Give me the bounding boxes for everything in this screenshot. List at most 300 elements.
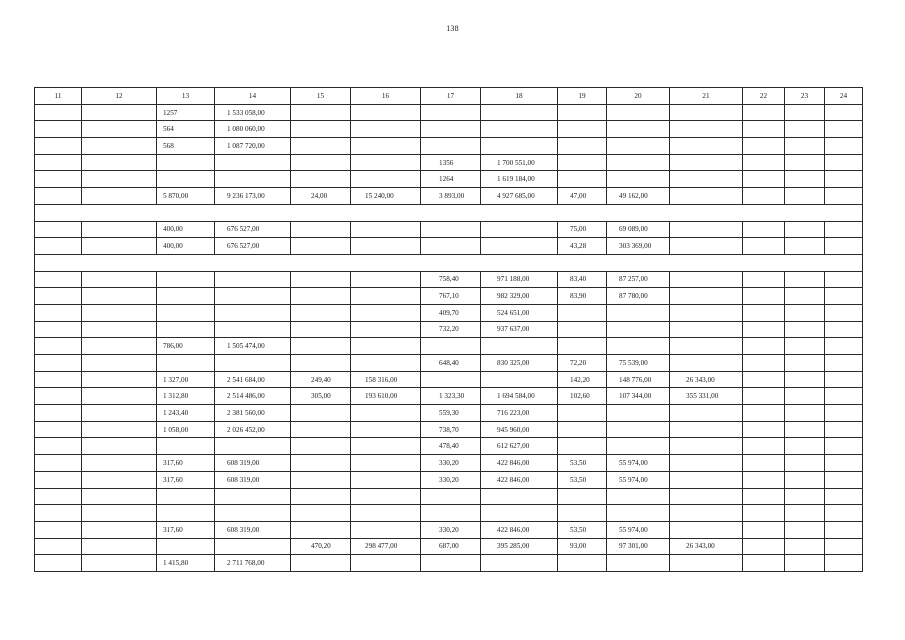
table-cell: 732,20 <box>421 321 481 338</box>
column-header: 24 <box>825 88 863 105</box>
table-cell <box>785 221 825 238</box>
table-cell <box>481 138 558 155</box>
table-cell: 330,20 <box>421 521 481 538</box>
table-cell <box>82 438 157 455</box>
table-cell <box>785 438 825 455</box>
table-row <box>35 538 863 555</box>
table-cell <box>215 304 291 321</box>
table-cell <box>215 321 291 338</box>
table-cell <box>351 438 421 455</box>
table-cell: 568 <box>157 138 215 155</box>
table-cell <box>825 138 863 155</box>
table-cell: 72,20 <box>558 355 607 372</box>
table-cell <box>785 104 825 121</box>
table-cell <box>35 538 82 555</box>
table-cell <box>215 288 291 305</box>
table-row <box>35 288 863 305</box>
table-cell <box>291 471 351 488</box>
table-cell <box>785 271 825 288</box>
table-row <box>35 371 863 388</box>
table-cell <box>743 138 785 155</box>
table-cell <box>558 138 607 155</box>
table-row <box>35 471 863 488</box>
table-cell <box>82 521 157 538</box>
table-row <box>35 421 863 438</box>
table-cell: 409,70 <box>421 304 481 321</box>
table-cell <box>670 421 743 438</box>
table-cell <box>421 121 481 138</box>
column-header: 12 <box>82 88 157 105</box>
table-cell: 53,50 <box>558 471 607 488</box>
table-cell <box>351 271 421 288</box>
table-row <box>35 488 863 505</box>
table-cell <box>82 555 157 572</box>
table-cell: 400,00 <box>157 238 215 255</box>
table-cell <box>670 438 743 455</box>
table-cell <box>82 338 157 355</box>
table-cell <box>215 438 291 455</box>
table-cell <box>215 154 291 171</box>
table-cell: 676 527,00 <box>215 238 291 255</box>
table-cell <box>291 321 351 338</box>
table-row <box>35 238 863 255</box>
table-cell <box>558 154 607 171</box>
table-cell <box>743 171 785 188</box>
table-cell <box>743 388 785 405</box>
table-cell <box>743 371 785 388</box>
table-cell: 9 236 173,00 <box>215 188 291 205</box>
table-cell: 75 539,00 <box>607 355 670 372</box>
table-cell <box>670 271 743 288</box>
table-cell <box>157 154 215 171</box>
table-cell: 608 319,00 <box>215 455 291 472</box>
table-cell <box>670 505 743 522</box>
table-cell <box>481 505 558 522</box>
table-cell <box>351 471 421 488</box>
table-cell <box>481 104 558 121</box>
table-cell <box>215 488 291 505</box>
table-cell <box>291 405 351 422</box>
table-cell: 83,40 <box>558 271 607 288</box>
table-cell <box>743 104 785 121</box>
table-cell <box>291 171 351 188</box>
table-cell <box>670 455 743 472</box>
table-cell: 395 285,00 <box>481 538 558 555</box>
table-cell: 24,00 <box>291 188 351 205</box>
table-cell <box>351 221 421 238</box>
table-cell <box>35 321 82 338</box>
table-cell <box>351 138 421 155</box>
column-header: 22 <box>743 88 785 105</box>
table-cell <box>291 355 351 372</box>
table-cell: 676 527,00 <box>215 221 291 238</box>
table-cell: 26 343,00 <box>670 538 743 555</box>
table-cell <box>215 505 291 522</box>
table-cell <box>421 138 481 155</box>
table-row <box>35 304 863 321</box>
table-cell: 330,20 <box>421 471 481 488</box>
table-cell <box>825 121 863 138</box>
table-cell <box>785 421 825 438</box>
table-cell: 69 089,00 <box>607 221 670 238</box>
table-cell <box>743 121 785 138</box>
table-cell <box>157 304 215 321</box>
table-cell <box>291 104 351 121</box>
table-cell <box>291 304 351 321</box>
table-cell: 43,28 <box>558 238 607 255</box>
table-cell <box>82 488 157 505</box>
section-gap-row <box>35 204 863 221</box>
ledger-table <box>34 87 863 572</box>
table-cell: 249,40 <box>291 371 351 388</box>
table-cell <box>421 238 481 255</box>
table-cell: 945 960,00 <box>481 421 558 438</box>
table-cell: 648,40 <box>421 355 481 372</box>
table-cell: 687,00 <box>421 538 481 555</box>
table-cell <box>35 154 82 171</box>
table-cell <box>421 338 481 355</box>
table-cell <box>607 104 670 121</box>
table-cell <box>351 121 421 138</box>
table-cell: 1 087 720,00 <box>215 138 291 155</box>
table-cell <box>351 171 421 188</box>
table-cell <box>82 355 157 372</box>
table-cell <box>743 321 785 338</box>
table-cell: 830 325,00 <box>481 355 558 372</box>
table-cell <box>607 488 670 505</box>
header-row <box>35 88 863 105</box>
table-cell: 422 846,00 <box>481 521 558 538</box>
table-cell: 982 329,00 <box>481 288 558 305</box>
table-cell <box>825 488 863 505</box>
table-cell <box>785 154 825 171</box>
table-cell <box>785 471 825 488</box>
table-cell: 2 541 684,00 <box>215 371 291 388</box>
table-cell: 1 505 474,00 <box>215 338 291 355</box>
table-cell <box>785 405 825 422</box>
table-cell <box>35 104 82 121</box>
table-cell <box>35 171 82 188</box>
table-cell <box>743 405 785 422</box>
table-cell <box>421 221 481 238</box>
table-row <box>35 121 863 138</box>
table-cell <box>825 355 863 372</box>
table-cell <box>291 488 351 505</box>
table-cell: 53,50 <box>558 521 607 538</box>
table-cell <box>825 288 863 305</box>
table-cell <box>825 104 863 121</box>
table-cell <box>481 555 558 572</box>
table-cell <box>291 138 351 155</box>
table-cell: 1264 <box>421 171 481 188</box>
table-cell <box>825 388 863 405</box>
table-cell <box>157 488 215 505</box>
table-cell <box>558 421 607 438</box>
table-cell <box>82 271 157 288</box>
table-cell <box>785 304 825 321</box>
table-cell: 148 776,00 <box>607 371 670 388</box>
table-cell: 47,00 <box>558 188 607 205</box>
column-header: 14 <box>215 88 291 105</box>
table-row <box>35 388 863 405</box>
table-cell <box>607 405 670 422</box>
table-row <box>35 555 863 572</box>
table-cell <box>743 505 785 522</box>
table-row <box>35 271 863 288</box>
table-cell <box>607 138 670 155</box>
table-cell <box>670 338 743 355</box>
table-cell <box>743 288 785 305</box>
table-cell: 971 188,00 <box>481 271 558 288</box>
table-cell: 87 257,00 <box>607 271 670 288</box>
column-header: 17 <box>421 88 481 105</box>
table-cell <box>215 171 291 188</box>
table-cell <box>607 121 670 138</box>
table-cell <box>351 355 421 372</box>
table-cell: 1 700 551,00 <box>481 154 558 171</box>
table-cell <box>82 238 157 255</box>
table-cell <box>35 338 82 355</box>
table-cell <box>785 355 825 372</box>
table-cell <box>35 288 82 305</box>
table-row <box>35 138 863 155</box>
table-cell <box>35 371 82 388</box>
table-cell <box>82 121 157 138</box>
table-cell: 330,20 <box>421 455 481 472</box>
table-cell: 158 316,00 <box>351 371 421 388</box>
table-cell: 107 344,00 <box>607 388 670 405</box>
table-cell: 422 846,00 <box>481 455 558 472</box>
table-cell <box>215 355 291 372</box>
table-cell <box>351 455 421 472</box>
table-cell <box>670 138 743 155</box>
table-cell: 422 846,00 <box>481 471 558 488</box>
table-cell <box>670 521 743 538</box>
table-cell <box>351 521 421 538</box>
table-cell <box>670 288 743 305</box>
table-cell: 4 927 685,00 <box>481 188 558 205</box>
table-cell <box>670 488 743 505</box>
table-cell <box>743 555 785 572</box>
table-cell <box>825 188 863 205</box>
column-header: 11 <box>35 88 82 105</box>
table-cell <box>607 171 670 188</box>
table-cell <box>670 555 743 572</box>
table-cell <box>743 188 785 205</box>
table-cell <box>825 321 863 338</box>
table-cell: 564 <box>157 121 215 138</box>
table-cell <box>291 121 351 138</box>
table-cell <box>558 555 607 572</box>
table-cell: 93,00 <box>558 538 607 555</box>
table-cell <box>825 221 863 238</box>
table-cell: 470,20 <box>291 538 351 555</box>
table-cell <box>743 421 785 438</box>
table-cell: 97 301,00 <box>607 538 670 555</box>
table-cell <box>82 405 157 422</box>
table-cell <box>82 304 157 321</box>
table-cell <box>825 338 863 355</box>
table-cell <box>351 304 421 321</box>
table-cell: 2 711 768,00 <box>215 555 291 572</box>
table-cell <box>35 438 82 455</box>
table-cell <box>558 121 607 138</box>
table-cell: 3 893,00 <box>421 188 481 205</box>
table-row <box>35 321 863 338</box>
table-row <box>35 171 863 188</box>
table-cell <box>785 488 825 505</box>
table-cell <box>558 321 607 338</box>
table-cell: 1 058,00 <box>157 421 215 438</box>
table-row <box>35 438 863 455</box>
table-cell <box>558 338 607 355</box>
table-cell <box>291 521 351 538</box>
table-cell <box>291 154 351 171</box>
table-cell <box>35 238 82 255</box>
column-header: 18 <box>481 88 558 105</box>
table-cell: 303 369,00 <box>607 238 670 255</box>
table-cell <box>351 555 421 572</box>
table-cell: 608 319,00 <box>215 521 291 538</box>
table-cell: 55 974,00 <box>607 521 670 538</box>
table-cell <box>35 271 82 288</box>
table-cell <box>291 455 351 472</box>
table-cell <box>670 104 743 121</box>
table-cell: 317,60 <box>157 471 215 488</box>
table-cell <box>607 438 670 455</box>
table-cell: 83,90 <box>558 288 607 305</box>
table-cell: 738,70 <box>421 421 481 438</box>
table-cell <box>481 488 558 505</box>
table-cell <box>785 388 825 405</box>
table-cell <box>785 321 825 338</box>
table-cell <box>670 238 743 255</box>
table-cell <box>785 338 825 355</box>
table-cell <box>825 538 863 555</box>
table-cell <box>82 288 157 305</box>
table-cell <box>82 371 157 388</box>
table-cell <box>351 154 421 171</box>
table-cell <box>351 405 421 422</box>
table-row <box>35 505 863 522</box>
column-header: 20 <box>607 88 670 105</box>
table-cell <box>291 555 351 572</box>
table-cell <box>825 505 863 522</box>
table-cell: 55 974,00 <box>607 455 670 472</box>
table-cell <box>825 521 863 538</box>
table-cell <box>351 238 421 255</box>
table-cell: 2 514 486,00 <box>215 388 291 405</box>
table-cell <box>82 421 157 438</box>
table-cell <box>558 304 607 321</box>
table-cell <box>421 371 481 388</box>
table-cell <box>785 138 825 155</box>
table-cell <box>157 321 215 338</box>
table-row <box>35 104 863 121</box>
table-cell <box>825 238 863 255</box>
table-cell <box>825 455 863 472</box>
table-cell <box>157 355 215 372</box>
table-cell <box>558 405 607 422</box>
table-cell <box>82 538 157 555</box>
table-cell: 15 240,00 <box>351 188 421 205</box>
table-row <box>35 455 863 472</box>
table-cell <box>215 271 291 288</box>
table-cell <box>558 171 607 188</box>
table-cell: 767,10 <box>421 288 481 305</box>
table-cell: 298 477,00 <box>351 538 421 555</box>
table-row <box>35 338 863 355</box>
table-cell: 142,20 <box>558 371 607 388</box>
table-cell: 1 415,80 <box>157 555 215 572</box>
table-cell <box>825 438 863 455</box>
table-cell <box>825 304 863 321</box>
column-header: 16 <box>351 88 421 105</box>
table-cell <box>421 555 481 572</box>
table-cell: 758,40 <box>421 271 481 288</box>
table-cell <box>35 471 82 488</box>
table-cell <box>743 154 785 171</box>
table-cell <box>82 221 157 238</box>
table-cell: 612 627,00 <box>481 438 558 455</box>
table-cell <box>82 188 157 205</box>
table-cell <box>157 505 215 522</box>
table-cell: 75,00 <box>558 221 607 238</box>
table-cell: 193 610,00 <box>351 388 421 405</box>
table-cell <box>670 221 743 238</box>
table-cell <box>825 371 863 388</box>
table-cell <box>157 171 215 188</box>
table-cell <box>825 171 863 188</box>
table-cell: 5 870,00 <box>157 188 215 205</box>
table-cell <box>157 538 215 555</box>
table-row <box>35 521 863 538</box>
table-cell: 608 319,00 <box>215 471 291 488</box>
table-cell <box>35 121 82 138</box>
table-cell <box>670 154 743 171</box>
column-header: 21 <box>670 88 743 105</box>
table-cell: 1257 <box>157 104 215 121</box>
table-cell <box>82 171 157 188</box>
table-cell <box>670 171 743 188</box>
table-cell <box>670 321 743 338</box>
table-cell <box>743 271 785 288</box>
table-cell <box>670 471 743 488</box>
column-header: 15 <box>291 88 351 105</box>
table-cell: 317,60 <box>157 455 215 472</box>
table-row <box>35 221 863 238</box>
table-cell <box>785 171 825 188</box>
table-cell <box>351 321 421 338</box>
table-cell: 400,00 <box>157 221 215 238</box>
table-cell <box>82 471 157 488</box>
table-cell <box>607 338 670 355</box>
table-cell <box>558 505 607 522</box>
table-row <box>35 188 863 205</box>
table-cell <box>743 455 785 472</box>
table-cell <box>351 104 421 121</box>
table-cell <box>157 271 215 288</box>
table-cell <box>607 321 670 338</box>
table-cell: 1 323,30 <box>421 388 481 405</box>
table-cell <box>743 238 785 255</box>
table-cell <box>785 521 825 538</box>
table-cell <box>351 505 421 522</box>
table-cell <box>351 338 421 355</box>
table-cell <box>291 338 351 355</box>
table-cell: 53,50 <box>558 455 607 472</box>
table-cell <box>35 388 82 405</box>
